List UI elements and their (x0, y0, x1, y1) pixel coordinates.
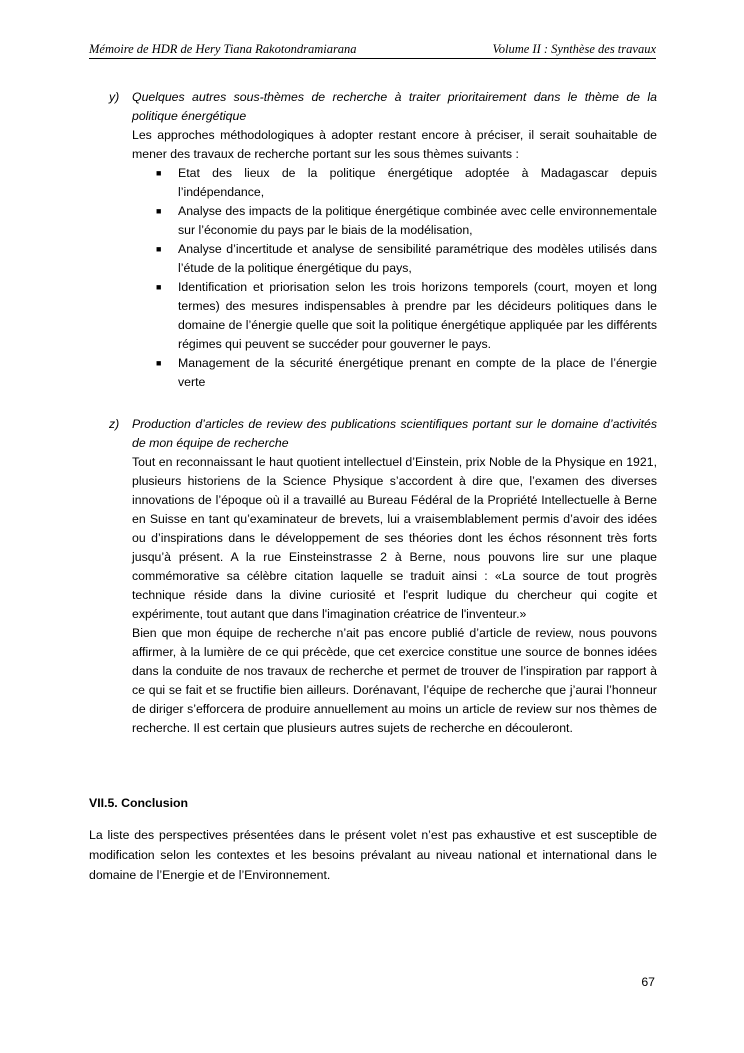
item-y (89, 88, 657, 392)
conclusion-paragraph: La liste des perspectives présentées dans le présent volet n’est pas exhaustive et est susceptible de modification selon les contextes et les besoins prévalant au niveau national et international dans le domaine de l’Energie et de l’Environnement. (89, 828, 657, 882)
bullet-item: ■ Etat des lieux de la politique énergétique adoptée à Madagascar depuis l’indépendance, (156, 166, 657, 199)
section-heading: VII.5. Conclusion (89, 796, 189, 810)
bullet-item: ■ Analyse d’incertitude et analyse de sensibilité paramétrique des modèles utilisés dans l’étude de la politique énergétique du pays, (156, 242, 657, 275)
item-y-bullet-list (132, 164, 657, 392)
bullet-item: ■ Analyse des impacts de la politique énergétique combinée avec celle environnementale sur l’économie du pays par le biais de la modélisation, (156, 204, 657, 237)
bullet-item: ■ Identification et priorisation selon les trois horizons temporels (court, moyen et long termes) des mesures indispensables à prendre par les décideurs politiques dans le domaine de l’énergie quelle que soit la politique énergétique appliquée par les différents régimes qui peuvent se succéder pour gouverner le pays. (156, 280, 657, 351)
square-bullet-icon: ■ (156, 206, 162, 216)
page-number: 67 (641, 975, 655, 989)
item-z-title: Production d’articles de review des publications scientifiques portant sur le domaine d’activités de mon équipe de recherche (132, 417, 657, 450)
square-bullet-icon: ■ (156, 244, 162, 254)
square-bullet-icon: ■ (156, 282, 162, 292)
running-header (89, 38, 656, 59)
item-z-paragraph-1: Tout en reconnaissant le haut quotient intellectuel d’Einstein, prix Noble de la Physique en 1921, plusieurs historiens de la Science Physique s’accordent à dire que, l’examen des diverses innovations de l’époque où il a travaillé au Bureau Fédéral de la Propriété Intellectuelle à Berne en Suisse en tant qu’examinateur de brevets, lui a vraisemblablement permis d’avoir des idées ou d’inspirations dans le développement de ses théories dont les échos résonnent très forts jusqu’à présent. A la rue Einsteinstrasse 2 à Berne, nous pouvons lire sur une plaque commémorative sa célèbre citation laquelle se traduit ainsi : «La source de tout progrès technique réside dans la divine curiosité et l'esprit ludique du chercheur qui cogite et expérimente, tout autant que dans l'imagination créatrice de l'inventeur.» (132, 455, 657, 621)
item-z-paragraph-2: Bien que mon équipe de recherche n’ait pas encore publié d’article de review, nous pouvons affirmer, à la lumière de ce qui précède, que cet exercice constitue une source de bonnes idées dans la conduite de nos travaux de recherche et permet de trouver de l’inspiration par rapport à ce qui se fait et se fructifie bien ailleurs. Dorénavant, l’équipe de recherche que j’aurai l’honneur de diriger s’efforcera de produire annuellement au moins un article de review sur nos thèmes de recherche. Il est certain que plusieurs autres sujets de recherche en découleront. (132, 626, 657, 735)
square-bullet-icon: ■ (156, 358, 162, 368)
square-bullet-icon: ■ (156, 168, 162, 178)
item-z-marker: z) (109, 417, 120, 431)
item-y-title: Quelques autres sous-thèmes de recherche à traiter prioritairement dans le thème de la politique énergétique (132, 90, 657, 123)
header-author: Mémoire de HDR de Hery Tiana Rakotondramiarana (89, 42, 357, 56)
item-z (89, 415, 657, 738)
item-y-marker: y) (109, 90, 120, 104)
bullet-item: ■ Management de la sécurité énergétique prenant en compte de la place de l’énergie verte (156, 356, 657, 389)
header-volume: Volume II : Synthèse des travaux (492, 42, 656, 56)
item-y-intro: Les approches méthodologiques à adopter restant encore à préciser, il serait souhaitable de mener des travaux de recherche portant sur les sous thèmes suivants : (132, 128, 657, 161)
